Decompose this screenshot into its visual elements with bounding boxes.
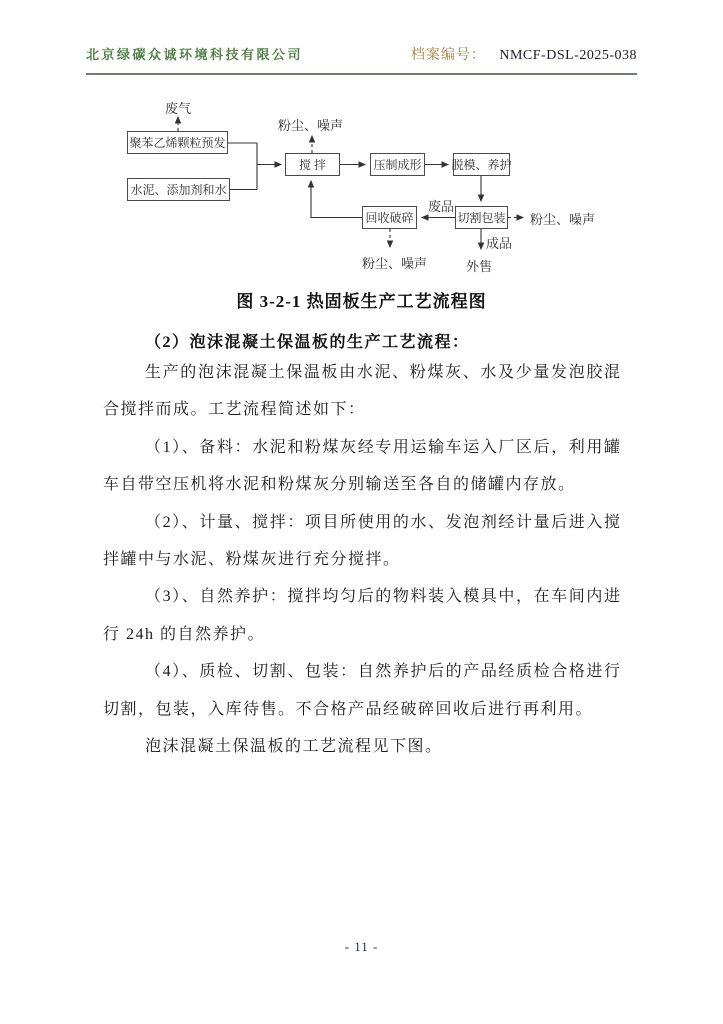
body-line: （2）、计量、搅拌：项目所使用的水、发泡剂经计量后进入搅 [145,513,620,531]
body-line: （3）、自然养护：搅拌均匀后的物料装入模具中，在车间内进 [145,588,620,606]
body-line: 生产的泡沫混凝土保温板由水泥、粉煤灰、水及少量发泡胶混 [145,364,620,381]
body-line: （1）、备料：水泥和粉煤灰经专用运输车运入厂区后，利用罐 [145,438,620,456]
company-name: 北京绿碳众诚环境科技有限公司 [86,47,304,62]
scrap-label: 废品 [428,199,455,214]
demold-curing-box: 脱模、养护 [453,153,510,176]
process-flowchart [100,88,640,288]
page-number: - 11 - [344,939,379,954]
section-heading: （2）泡沫混凝土保温板的生产工艺流程： [145,334,470,351]
body-line: 泡沫混凝土保温板的工艺流程见下图。 [145,737,443,755]
dust-noise-top-label: 粉尘、噪声 [278,118,344,133]
recycle-crush-box: 回收破碎 [362,206,417,229]
body-line: 行 24h 的自然养护。 [103,625,266,643]
figure-caption: 图 3-2-1 热固板生产工艺流程图 [236,292,487,311]
page-header [86,44,637,75]
mixing-box: 搅 拌 [285,153,340,176]
body-line: 切割，包装，入库待售。不合格产品经破碎回收后进行再利用。 [103,700,594,718]
cement-additive-box: 水泥、添加剂和水 [127,178,230,201]
body-line: （4）、质检、切割、包装：自然养护后的产品经质检合格进行 [145,663,620,681]
press-forming-box: 压制成形 [370,153,425,176]
finished-product-label: 成品 [486,236,513,251]
body-line: 拌罐中与水泥、粉煤灰进行充分搅拌。 [103,550,401,568]
cut-package-box: 切割包装 [455,206,508,229]
doc-number [411,44,637,64]
waste-gas-label: 废气 [164,101,191,116]
dust-noise-bottom-label: 粉尘、噪声 [362,256,428,271]
body-line: 合搅拌而成。工艺流程简述如下： [103,401,366,419]
doc-number-label: 档案编号： [410,48,486,63]
doc-number-value: NMCF-DSL-2025-038 [499,48,637,63]
external-sale-label: 外售 [466,259,493,274]
eps-prefoam-box: 聚苯乙烯颗粒预发 [127,131,228,154]
body-line: 车自带空压机将水泥和粉煤灰分别输送至各自的储罐内存放。 [103,476,576,494]
dust-noise-right-label: 粉尘、噪声 [530,212,596,227]
body-text [103,354,620,765]
